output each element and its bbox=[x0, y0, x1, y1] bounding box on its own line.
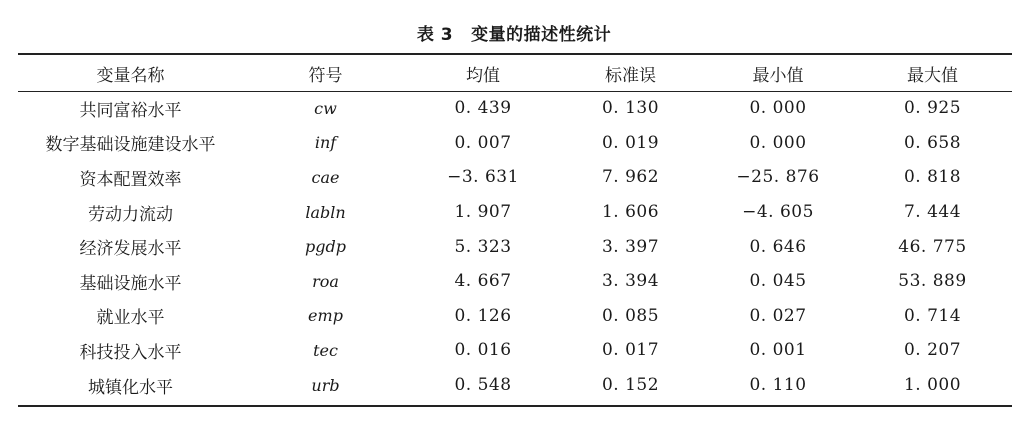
cell-min: −25. 876 bbox=[736, 167, 820, 188]
cell-min: 0. 000 bbox=[749, 132, 807, 153]
cell-min: 0. 000 bbox=[749, 98, 807, 119]
cell-variable-name: 经济发展水平 bbox=[79, 239, 182, 260]
cell-symbol: cw bbox=[314, 98, 337, 118]
table-row bbox=[18, 264, 1012, 299]
cell-min: 0. 646 bbox=[749, 236, 807, 257]
cell-mean: 0. 126 bbox=[454, 305, 512, 326]
cell-std-error: 0. 085 bbox=[601, 305, 660, 326]
header-row bbox=[18, 55, 1012, 91]
cell-std-error: 3. 394 bbox=[601, 271, 660, 292]
cell-symbol: cae bbox=[311, 167, 340, 187]
cell-std-error: 0. 130 bbox=[601, 98, 660, 119]
cell-variable-name: 科技投入水平 bbox=[79, 342, 182, 363]
cell-variable-name: 就业水平 bbox=[96, 308, 165, 329]
cell-variable-name: 共同富裕水平 bbox=[79, 100, 182, 121]
cell-max: 0. 658 bbox=[903, 132, 962, 153]
table-number: 表 3 bbox=[416, 25, 454, 45]
cell-mean: 5. 323 bbox=[454, 236, 512, 257]
cell-min: 0. 001 bbox=[749, 340, 807, 361]
cell-max: 0. 925 bbox=[903, 98, 962, 119]
table-caption bbox=[0, 20, 1028, 45]
cell-min: 0. 110 bbox=[749, 375, 807, 396]
cell-symbol: roa bbox=[312, 271, 339, 291]
cell-std-error: 0. 017 bbox=[601, 340, 660, 361]
table-row bbox=[18, 299, 1012, 334]
cell-std-error: 0. 019 bbox=[601, 132, 660, 153]
cell-std-error: 7. 962 bbox=[601, 167, 660, 188]
cell-variable-name: 基础设施水平 bbox=[79, 273, 182, 294]
table-row bbox=[18, 368, 1012, 403]
table-row bbox=[18, 126, 1012, 161]
table-body bbox=[18, 91, 1012, 402]
cell-mean: 1. 907 bbox=[454, 202, 512, 223]
cell-symbol: pgdp bbox=[305, 237, 346, 257]
cell-std-error: 1. 606 bbox=[601, 202, 660, 223]
cell-mean: 4. 667 bbox=[454, 271, 512, 292]
cell-max: 0. 818 bbox=[903, 167, 962, 188]
cell-symbol: emp bbox=[308, 306, 343, 326]
cell-mean: 0. 007 bbox=[454, 132, 512, 153]
table-row bbox=[18, 229, 1012, 264]
header-variable-name: 变量名称 bbox=[96, 65, 165, 86]
cell-max: 1. 000 bbox=[903, 375, 962, 396]
header-max: 最大值 bbox=[907, 65, 958, 86]
cell-std-error: 3. 397 bbox=[601, 236, 660, 257]
cell-max: 46. 775 bbox=[898, 236, 967, 257]
cell-variable-name: 资本配置效率 bbox=[79, 169, 182, 190]
cell-max: 0. 207 bbox=[903, 340, 962, 361]
header-mean: 均值 bbox=[466, 65, 500, 86]
cell-symbol: inf bbox=[314, 133, 337, 153]
cell-symbol: labln bbox=[305, 202, 346, 222]
cell-max: 53. 889 bbox=[898, 271, 967, 292]
cell-mean: 0. 548 bbox=[454, 375, 512, 396]
cell-mean: −3. 631 bbox=[447, 167, 519, 188]
table-row bbox=[18, 91, 1012, 126]
table-row bbox=[18, 333, 1012, 368]
cell-variable-name: 城镇化水平 bbox=[88, 377, 173, 398]
cell-symbol: tec bbox=[313, 340, 338, 360]
table-title: 变量的描述性统计 bbox=[471, 25, 612, 45]
cell-variable-name: 劳动力流动 bbox=[88, 204, 173, 225]
header-symbol: 符号 bbox=[308, 65, 343, 86]
cell-mean: 0. 439 bbox=[454, 98, 512, 119]
cell-std-error: 0. 152 bbox=[601, 375, 660, 396]
table-row bbox=[18, 195, 1012, 230]
header-std-error: 标准误 bbox=[605, 65, 656, 86]
cell-symbol: urb bbox=[311, 375, 340, 395]
cell-max: 0. 714 bbox=[903, 305, 962, 326]
table-row bbox=[18, 160, 1012, 195]
cell-min: 0. 045 bbox=[749, 271, 807, 292]
bottom-rule bbox=[18, 405, 1012, 407]
descriptive-statistics-table bbox=[18, 55, 1012, 402]
cell-max: 7. 444 bbox=[903, 202, 962, 223]
cell-min: 0. 027 bbox=[749, 305, 807, 326]
header-min: 最小值 bbox=[752, 65, 804, 86]
cell-variable-name: 数字基础设施建设水平 bbox=[45, 135, 216, 156]
cell-min: −4. 605 bbox=[742, 202, 814, 223]
cell-mean: 0. 016 bbox=[454, 340, 512, 361]
